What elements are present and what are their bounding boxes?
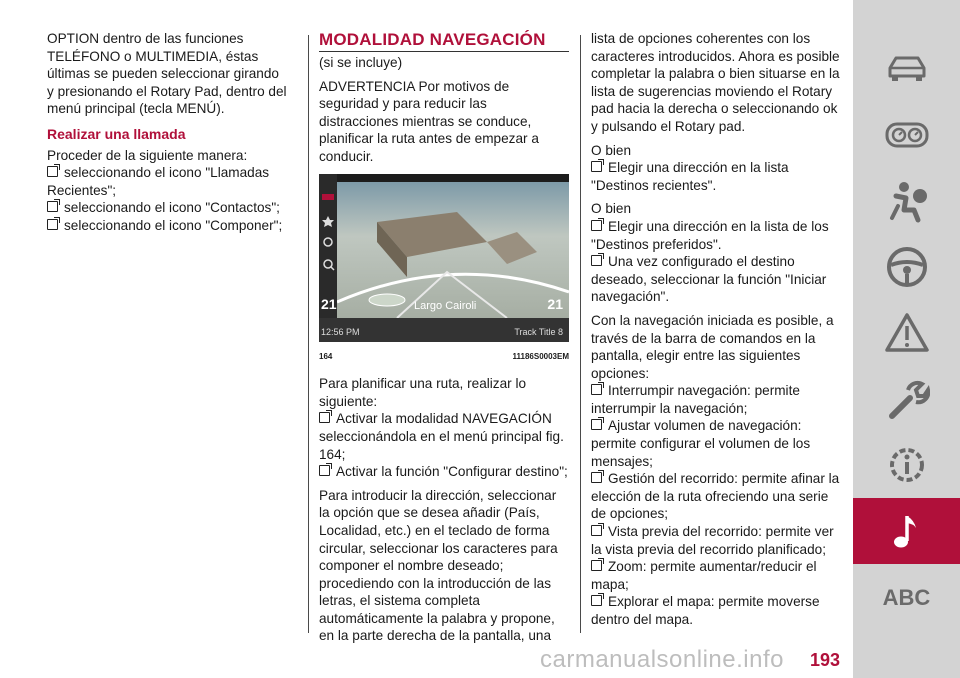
list-item: Activar la función "Configurar destino"; [319,463,569,481]
list-item: Gestión del recorrido: permite afinar la elección de la ruta ofreciendo una serie de opciones; [591,471,840,522]
clock: 12:56 PM [321,326,360,337]
bullet-icon [591,161,602,172]
track-title: Track Title 8 [514,326,563,337]
address-paragraph: Para introducir la dirección, seleccionar la opción que se desea añadir (País, Localidad, etc.) en el teclado de forma circular, seleccionar los caracteres para componer el nombre deseado; procediendo con la introducción de las letras, el sistema completa automáticamente la palabra y propone, en la parte derecha de la pantalla, una [319,487,558,644]
airbag-icon[interactable] [853,168,960,234]
chapter-sidebar [853,0,960,678]
list-item: Ajustar volumen de navegación: permite configurar el volumen de los mensajes; [591,418,811,469]
bullet-icon [591,419,602,430]
distance-right: 21 [547,295,563,312]
bullet-icon [319,412,330,423]
navigation-screen-figure [319,174,569,342]
section-title: MODALIDAD NAVEGACIÓN [319,30,569,52]
warning-paragraph: ADVERTENCIA Por motivos de seguridad y para reducir las distracciones mientras se conduce, planificar la ruta antes de empezar a conducir. [319,78,539,164]
dashboard-icon[interactable] [853,102,960,168]
column-divider [580,35,581,633]
bullet-icon [591,560,602,571]
continuation-paragraph: lista de opciones coherentes con los caracteres introducidos. Ahora es posible completar la palabra o bien situarse en la lista de sugerencias moviendo el Rotary pad hacia la derecha o seleccionando ok y pulsando el Rotary pad. [591,31,840,134]
list-item: Zoom: permite aumentar/reducir el mapa; [591,559,817,592]
bullet-icon [47,219,58,230]
bullet-icon [47,201,58,212]
figure-caption [319,348,569,366]
nav-menu-icons [319,174,337,294]
figure-number: 164 [319,351,333,361]
column-2 [319,30,569,651]
bullet-icon [47,166,58,177]
list-item: Explorar el mapa: permite moverse dentro del mapa. [591,594,820,627]
abc-index-tab[interactable]: ABC [882,585,931,610]
section-subtitle: (si se incluye) [319,55,403,70]
nav-started-text: Con la navegación iniciada es posible, a través de la barra de comandos en la pantalla, elegir entre las siguientes opciones: [591,312,834,381]
list-item: Interrumpir navegación: permite interrumpir la navegación; [591,383,800,416]
list-item: Elegir una dirección en la lista de los "Destinos preferidos". [591,218,829,252]
bullet-icon [591,472,602,483]
watermark: carmanualsonline.info [540,646,784,673]
car-icon[interactable] [853,36,960,102]
plan-intro: Para planificar una ruta, realizar lo siguiente: [319,376,527,409]
nav-side-menu [319,174,337,342]
proceed-text: Proceder de la siguiente manera: [47,147,248,163]
distance-left: 21 [321,295,337,312]
bullet-icon [591,220,602,231]
bullet-icon [591,595,602,606]
figure-code: 11186S0003EM [512,351,569,361]
music-note-icon[interactable] [853,498,960,564]
bullet-icon [319,465,330,476]
list-item: Una vez configurado el destino deseado, seleccionar la función "Iniciar navegación". [591,254,827,305]
or-text: O bien [591,201,632,217]
list-item: seleccionando el icono "Llamadas Recientes"; [47,165,270,198]
subsection-title: Realizar una llamada [47,125,186,142]
warning-icon[interactable] [853,300,960,366]
list-item: Vista previa del recorrido: permite ver la vista previa del recorrido planificado; [591,524,834,557]
list-item: Elegir una dirección en la lista "Destinos recientes". [591,160,789,193]
column-1 [47,30,287,235]
column-3 [591,30,843,629]
intro-paragraph: OPTION dentro de las funciones TELÉFONO o MULTIMEDIA, éstas últimas se pueden seleccionar girando y presionando el Rotary Pad, dentro del menú principal (tecla MENÚ). [47,31,287,117]
info-icon[interactable] [853,432,960,498]
list-item: seleccionando el icono "Contactos"; [47,199,287,217]
bullet-icon [591,384,602,395]
steering-wheel-icon[interactable] [853,234,960,300]
nav-status-bar [319,295,569,342]
page-number: 193 [810,650,841,670]
or-text: O bien [591,142,632,158]
bullet-icon [591,525,602,536]
wrench-icon[interactable] [853,366,960,432]
column-divider [308,35,309,633]
street-name: Largo Cairoli [414,299,477,312]
bullet-icon [591,255,602,266]
list-item: seleccionando el icono "Componer"; [47,217,287,235]
list-item: Activar la modalidad NAVEGACIÓN seleccionándola en el menú principal fig. 164; [319,411,564,462]
